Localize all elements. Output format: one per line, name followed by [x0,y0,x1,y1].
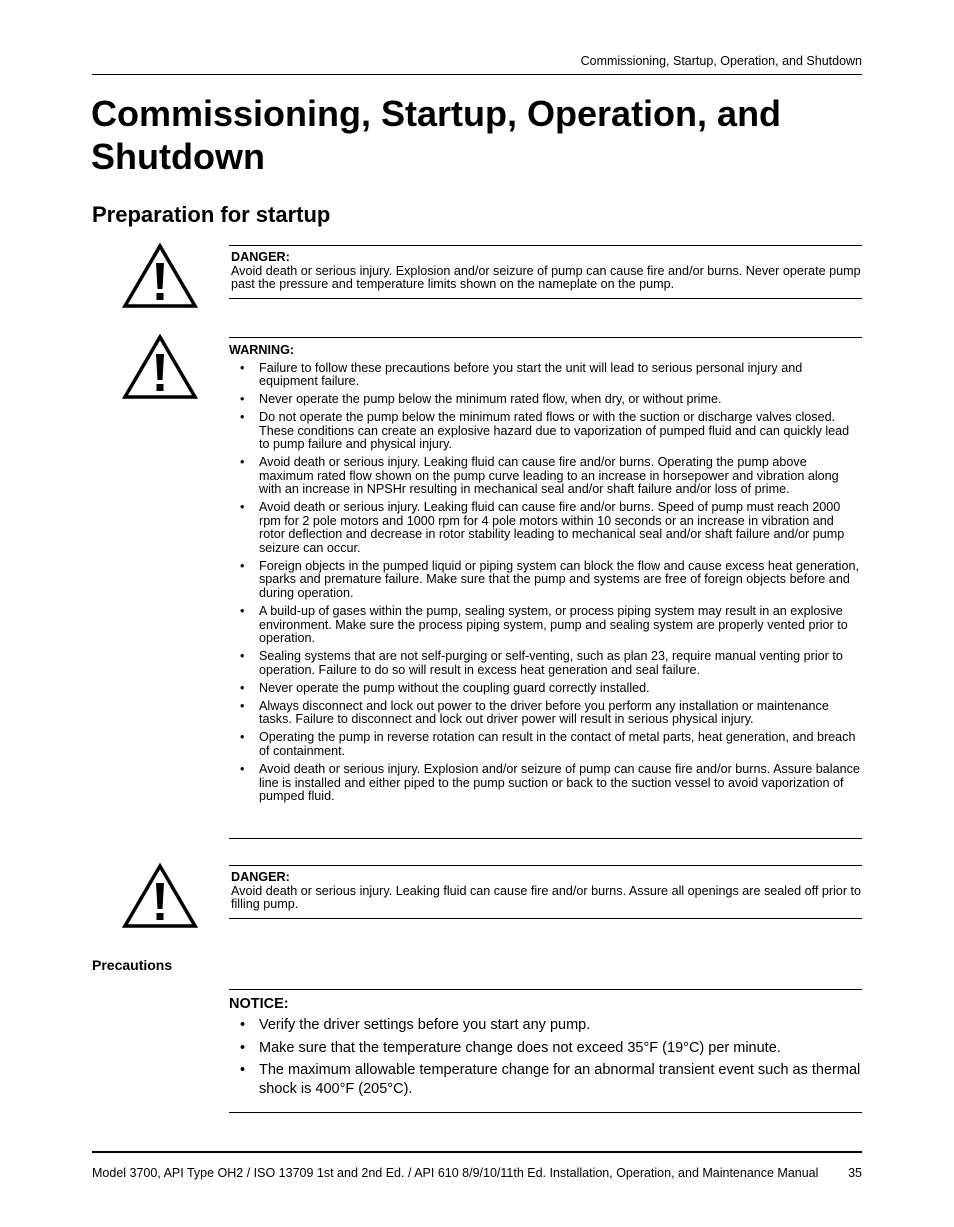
warning-triangle-icon [122,243,198,309]
warning-triangle-icon [122,334,198,400]
danger-notice-2 [229,865,862,919]
list-item: • Failure to follow these precautions before you start the unit will lead to serious personal injury and equipment failure. [229,362,862,389]
warning-label: WARNING: [229,343,295,357]
list-item: • Avoid death or serious injury. Leaking fluid can cause fire and/or burns. Operating the pump above maximum rated flow shown on the pump curve leading to an increase in horsepower and vibration along with an increase in NPSHr resulting in mechanical seal and/or shaft failure and/or loss of prime. [229,456,862,497]
footer-text: Model 3700, API Type OH2 / ISO 13709 1st and 2nd Ed. / API 610 8/9/10/11th Ed. Installation, Operation, and Maintenance Manual [92,1166,819,1180]
precautions-notice [229,989,862,1113]
list-item: • Make sure that the temperature change does not exceed 35°F (19°C) per minute. [229,1039,862,1058]
list-item: • A build-up of gases within the pump, sealing system, or process piping system may result in an explosive environment. Make sure the process piping system, pump and sealing system are properly vented prior to operation. [229,605,862,646]
precautions-heading: Precautions [92,957,173,973]
precautions-list [229,1016,862,1099]
danger-label: DANGER: [231,870,290,884]
list-item: • Operating the pump in reverse rotation can result in the contact of metal parts, heat generation, and breach of containment. [229,731,862,758]
warning-list [229,362,862,804]
list-item: • Avoid death or serious injury. Leaking fluid can cause fire and/or burns. Speed of pump must reach 2000 rpm for 2 pole motors and 1000 rpm for 4 pole motors within 10 seconds or an increase in vibration and rotor deflection and decrease in rotor stability leading to mechanical seal and/or shaft failure and/or pump seizure can occur. [229,501,862,555]
header-rule [92,74,862,75]
list-item: • Foreign objects in the pumped liquid or piping system can block the flow and cause excess heat generation, sparks and premature failure. Make sure that the pump and systems are free of foreign objects before and during operation. [229,560,862,601]
list-item: • Never operate the pump below the minimum rated flow, when dry, or without prime. [229,393,862,407]
list-item: • Sealing systems that are not self-purging or self-venting, such as plan 23, require manual venting prior to operation. Failure to do so will result in excess heat generation and seal failure. [229,650,862,677]
footer-rule [92,1151,862,1153]
section-heading: Preparation for startup [92,202,331,227]
list-item: • Do not operate the pump below the minimum rated flows or with the suction or discharge valves closed. These conditions can create an explosive hazard due to vaporization of pumped fluid and can quickly lead to pump failure and physical injury. [229,411,862,452]
danger-text: Avoid death or serious injury. Leaking fluid can cause fire and/or burns. Assure all openings are sealed off prior to filling pump. [231,883,862,911]
warning-triangle-icon [122,863,198,929]
danger-notice-1 [229,245,862,299]
danger-label: DANGER: [231,250,290,264]
page-title: Commissioning, Startup, Operation, and Shutdown [91,93,782,177]
warning-notice [229,337,862,839]
list-item: • Always disconnect and lock out power to the driver before you perform any installation or maintenance tasks. Failure to disconnect and lock out driver power will result in serious physical injury. [229,700,862,727]
notice-label: NOTICE: [229,996,289,1012]
danger-text: Avoid death or serious injury. Explosion and/or seizure of pump can cause fire and/or burns. Never operate pump past the pressure and temperature limits shown on the nameplate on the pump. [231,263,861,291]
running-header: Commissioning, Startup, Operation, and Shutdown [580,54,862,68]
list-item: • Never operate the pump without the coupling guard correctly installed. [229,682,862,696]
page-number: 35 [848,1166,862,1180]
list-item: • Avoid death or serious injury. Explosion and/or seizure of pump can cause fire and/or burns. Assure balance line is installed and either piped to the pump suction or back to the suction vessel to avoid vaporization of pumped fluid. [229,763,862,804]
list-item: • Verify the driver settings before you start any pump. [229,1016,862,1035]
list-item: • The maximum allowable temperature change for an abnormal transient event such as thermal shock is 400°F (205°C). [229,1061,862,1099]
